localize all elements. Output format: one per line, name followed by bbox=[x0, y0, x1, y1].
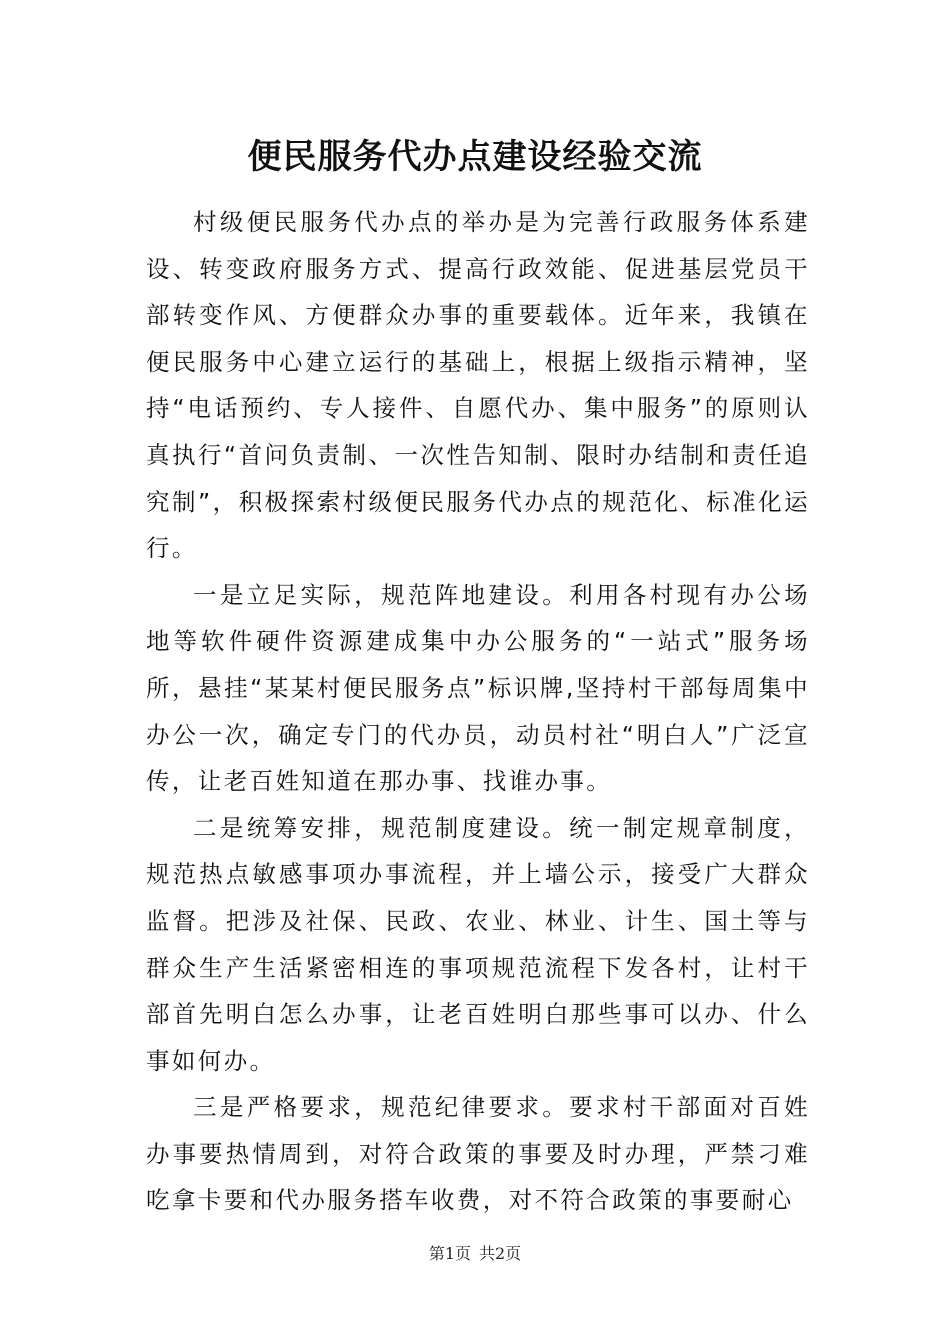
paragraph-point-1: 一是立足实际，规范阵地建设。利用各村现有办公场地等软件硬件资源建成集中办公服务的“一站式”服务场所，悬挂“某某村便民服务点”标识牌,坚持村干部每周集中办公一次，确定专门的代办员，动员村社“明白人”广泛宣传，让老百姓知道在那办事、找谁办事。 bbox=[146, 580, 810, 796]
page-total: 共2页 bbox=[479, 1244, 522, 1263]
paragraph-point-2: 二是统筹安排，规范制度建设。统一制定规章制度，规范热点敏感事项办事流程，并上墙公示，接受广大群众监督。把涉及社保、民政、农业、林业、计生、国土等与群众生产生活紧密相连的事项规范流程下发各村，让村干部首先明白怎么办事，让老百姓明白那些事可以办、什么事如何办。 bbox=[146, 813, 810, 1075]
page-number: 第1页 bbox=[428, 1244, 471, 1263]
paragraph-point-3: 三是严格要求，规范纪律要求。要求村干部面对百姓办事要热情周到，对符合政策的事要及时办理，严禁刁难吃拿卡要和代办服务搭车收费，对不符合政策的事要耐心 bbox=[146, 1093, 810, 1215]
paragraph-intro: 村级便民服务代办点的举办是为完善行政服务体系建设、转变政府服务方式、提高行政效能、促进基层党员干部转变作风、方便群众办事的重要载体。近年来，我镇在便民服务中心建立运行的基础上，根据上级指示精神，坚持“电话预约、专人接件、自愿代办、集中服务”的原则认真执行“首问负责制、一次性告知制、限时办结制和责任追究制”，积极探索村级便民服务代办点的规范化、标准化运行。 bbox=[146, 208, 810, 563]
page-footer bbox=[0, 1243, 950, 1265]
document-body bbox=[146, 199, 810, 1224]
document-title: 便民服务代办点建设经验交流 bbox=[247, 137, 703, 177]
